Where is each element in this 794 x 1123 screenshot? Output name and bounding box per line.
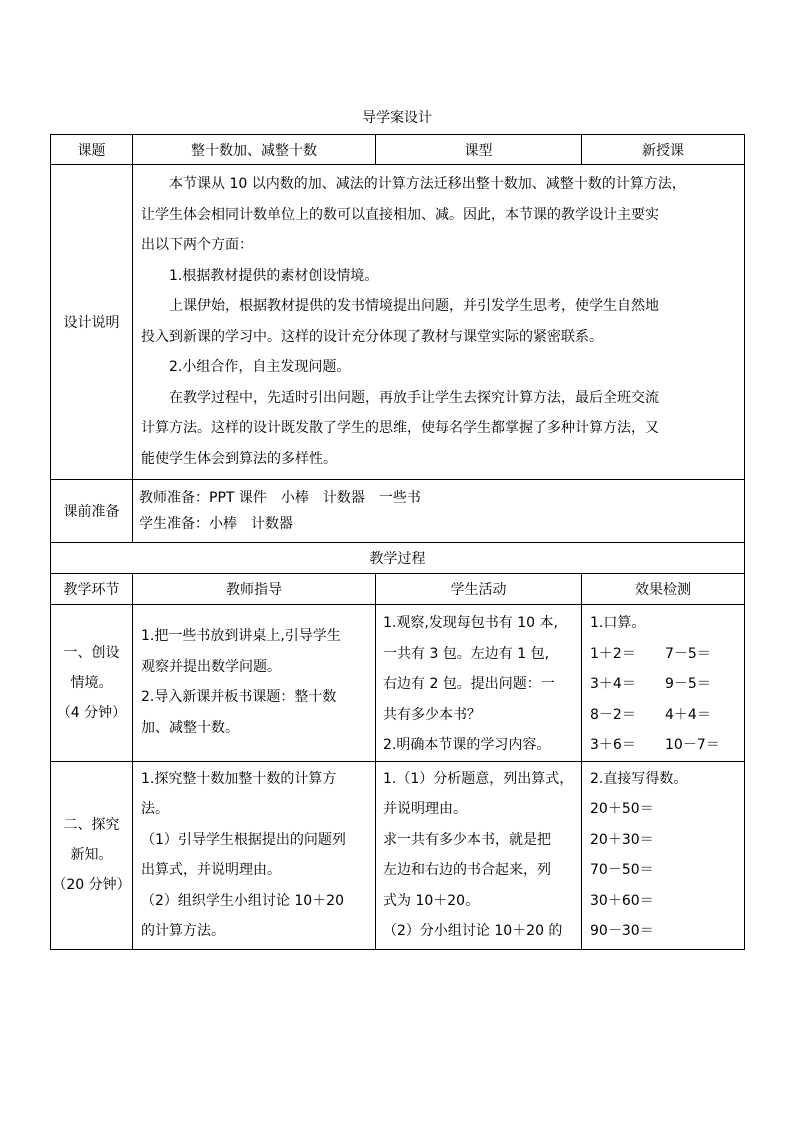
check-item: 70－50＝	[590, 862, 654, 879]
lesson-plan-table	[50, 134, 745, 950]
design-line: 在教学过程中，先适时引出问题，再放手让学生去探究计算方法，最后全班交流	[169, 389, 659, 406]
topic-value: 整十数加、减整十数	[133, 135, 376, 165]
stage1-check	[582, 605, 745, 762]
stage2-student: 1.（1）分析题意，列出算式， 并说明理由。 求一共有多少本书，就是把 左边和右边的书合起来，列 式为 10＋20。 （2）分小组讨论 10＋20 的	[376, 761, 582, 949]
design-line: 投入到新课的学习中。这样的设计充分体现了教材与课堂实际的紧密联系。	[141, 328, 603, 345]
design-line: 本节课从 10 以内数的加、减法的计算方法迁移出整十数加、减整十数的计算方法，	[169, 176, 686, 192]
check-title: 2.直接写得数。	[590, 770, 688, 787]
design-line: 上课伊始，根据教材提供的发书情境提出问题，并引发学生思考，使学生自然地	[169, 298, 659, 314]
process-title: 教学过程	[51, 543, 745, 574]
type-value: 新授课	[582, 135, 745, 165]
process-title-row	[51, 543, 745, 574]
topic-label: 课题	[51, 135, 133, 165]
prep-row	[51, 480, 745, 543]
check-row: 3＋4＝ 9－5＝	[590, 676, 711, 693]
stage2-row	[51, 761, 745, 949]
process-header-row	[51, 574, 745, 605]
student-prep: 学生准备：小棒 计数器	[139, 516, 293, 532]
header-stage: 教学环节	[51, 574, 133, 605]
check-row: 1＋2＝ 7－5＝	[590, 645, 711, 662]
check-item: 30＋60＝	[590, 892, 654, 909]
design-line: 让学生体会相同计数单位上的数可以直接相加、减。因此，本节课的教学设计主要实	[141, 206, 659, 223]
design-line: 出以下两个方面：	[141, 237, 253, 253]
prep-label: 课前准备	[51, 480, 133, 543]
check-row: 3＋6＝ 10－7＝	[590, 737, 720, 754]
header-check: 效果检测	[582, 574, 745, 605]
design-line: 能使学生体会到算法的多样性。	[141, 450, 337, 467]
teacher-prep: 教师准备：PPT 课件 小棒 计数器 一些书	[139, 490, 421, 506]
check-item: 20＋30＝	[590, 831, 654, 848]
check-item: 90－30＝	[590, 923, 654, 940]
type-label: 课型	[376, 135, 582, 165]
design-label: 设计说明	[51, 165, 133, 480]
info-row	[51, 135, 745, 165]
check-title: 1.口算。	[590, 615, 646, 631]
stage1-name: 一、创设 情境。 （4 分钟）	[51, 605, 133, 762]
design-row	[51, 165, 745, 480]
prep-content	[133, 480, 745, 543]
check-row: 8－2＝ 4＋4＝	[590, 706, 711, 723]
header-student: 学生活动	[376, 574, 582, 605]
design-line: 2.小组合作，自主发现问题。	[169, 359, 351, 375]
stage1-row	[51, 605, 745, 762]
stage2-teacher: 1.探究整十数加整十数的计算方 法。 （1）引导学生根据提出的问题列 出算式，并说明理由。 （2）组织学生小组讨论 10＋20 的计算方法。	[133, 761, 376, 949]
stage2-check	[582, 761, 745, 949]
stage2-name: 二、探究 新知。 （20 分钟）	[51, 761, 133, 949]
document-title: 导学案设计	[362, 110, 432, 126]
stage1-student: 1.观察,发现每包书有 10 本, 一共有 3 包。左边有 1 包, 右边有 2 包。提出问题：一 共有多少本书？ 2.明确本节课的学习内容。	[376, 605, 582, 762]
design-line: 1.根据教材提供的素材创设情境。	[169, 267, 379, 284]
header-teacher: 教师指导	[133, 574, 376, 605]
stage1-teacher: 1.把一些书放到讲桌上,引导学生 观察并提出数学问题。 2.导入新课并板书课题：整十数 加、减整十数。	[133, 605, 376, 762]
design-content	[133, 165, 745, 480]
check-item: 20＋50＝	[590, 801, 654, 818]
design-line: 计算方法。这样的设计既发散了学生的思维，使每名学生都掌握了多种计算方法，又	[141, 420, 659, 436]
